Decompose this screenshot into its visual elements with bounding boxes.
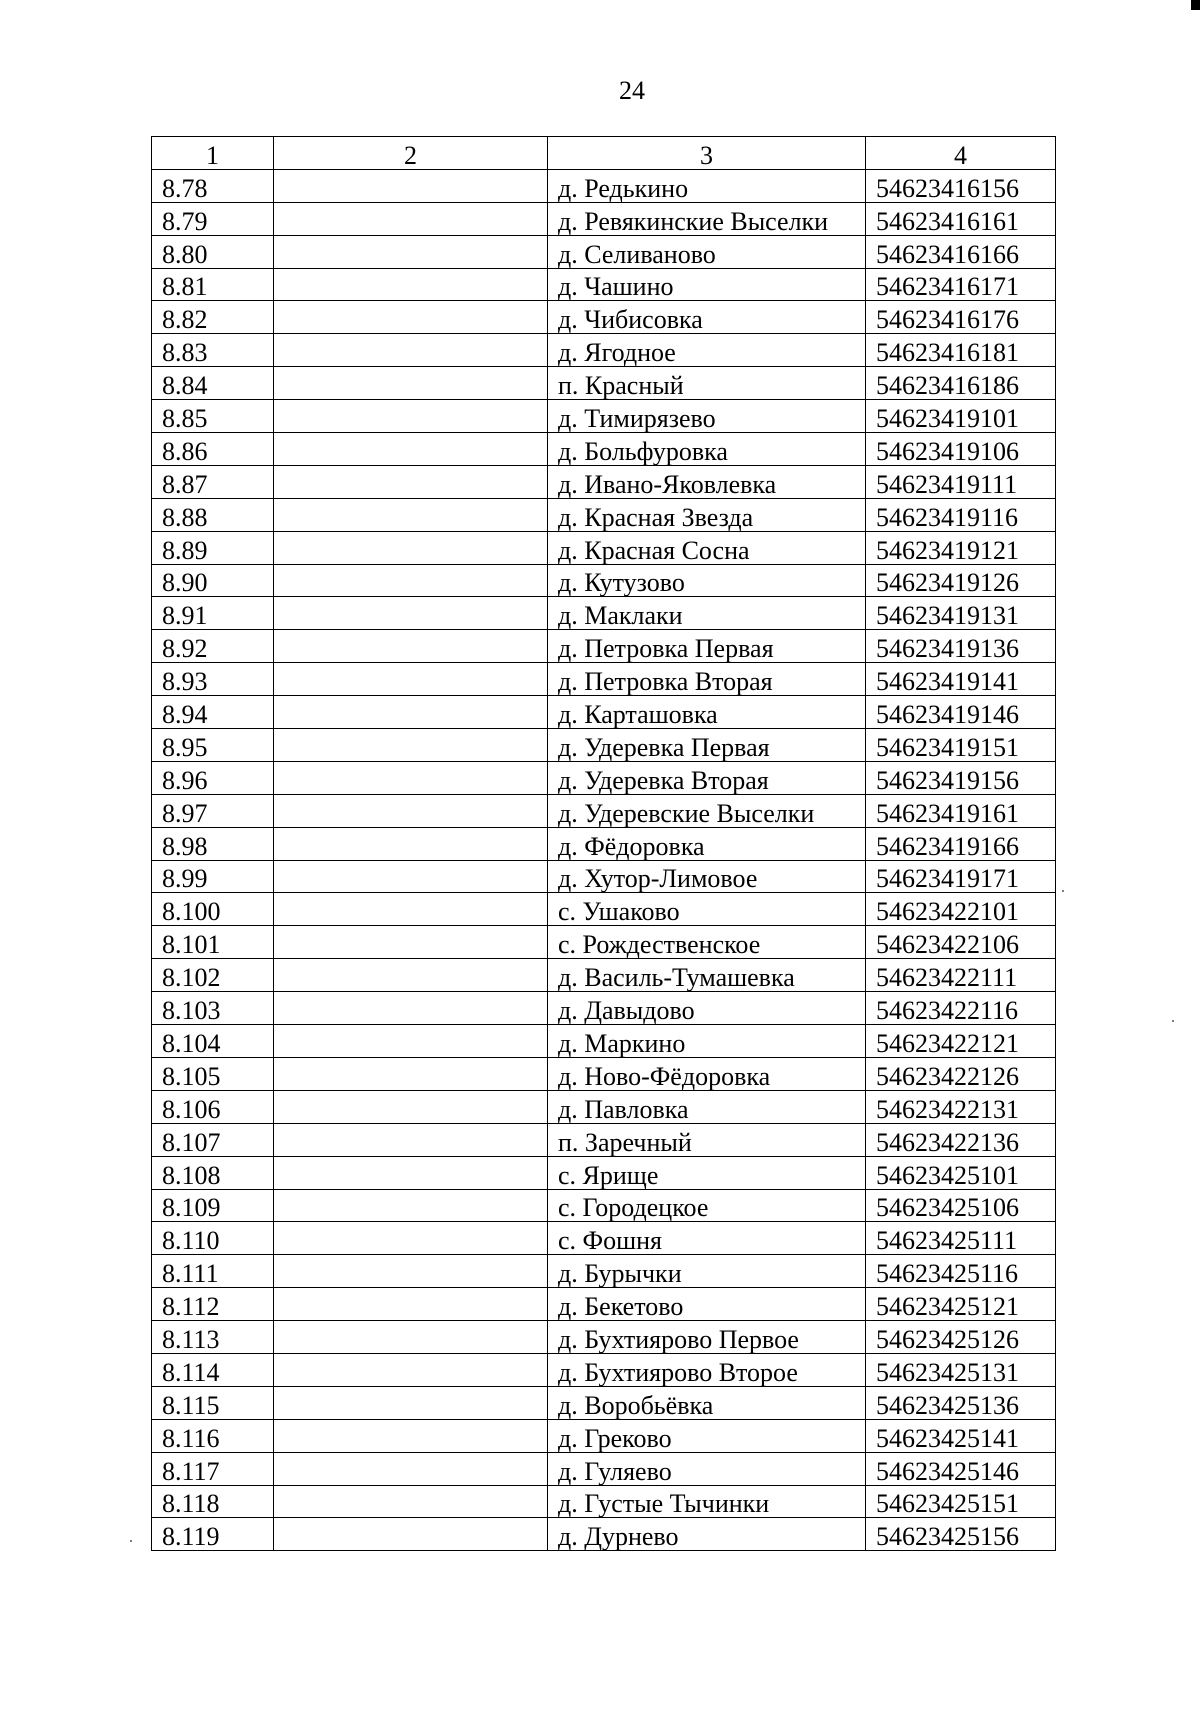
row-number-cell: 8.87 [152, 465, 274, 498]
oktmo-code-cell: 54623425131 [866, 1353, 1056, 1386]
settlement-name-cell: д. Гуляево [548, 1452, 866, 1485]
table-header-row [152, 137, 1056, 170]
row-number-cell: 8.81 [152, 268, 274, 301]
table-row [152, 169, 1056, 202]
settlement-name-cell: д. Ягодное [548, 334, 866, 367]
table-row [152, 400, 1056, 433]
table-row [152, 1123, 1056, 1156]
row-number-cell: 8.89 [152, 531, 274, 564]
oktmo-code-cell: 54623425126 [866, 1321, 1056, 1354]
oktmo-code-cell: 54623422101 [866, 893, 1056, 926]
row-number-cell: 8.91 [152, 597, 274, 630]
row-number-cell: 8.98 [152, 827, 274, 860]
settlement-name-cell: с. Фошня [548, 1222, 866, 1255]
row-number-cell: 8.113 [152, 1321, 274, 1354]
oktmo-code-cell: 54623419166 [866, 827, 1056, 860]
oktmo-code-cell: 54623422116 [866, 992, 1056, 1025]
empty-cell [274, 531, 548, 564]
table-row [152, 926, 1056, 959]
oktmo-code-cell: 54623419146 [866, 696, 1056, 729]
table-row [152, 1222, 1056, 1255]
scan-speck [1062, 890, 1064, 892]
table-row [152, 1189, 1056, 1222]
oktmo-code-cell: 54623419171 [866, 860, 1056, 893]
settlement-name-cell: д. Бурычки [548, 1255, 866, 1288]
scan-speck [130, 1540, 132, 1542]
empty-cell [274, 1321, 548, 1354]
row-number-cell: 8.110 [152, 1222, 274, 1255]
settlement-name-cell: д. Ревякинские Выселки [548, 202, 866, 235]
settlement-name-cell: д. Петровка Первая [548, 630, 866, 663]
empty-cell [274, 1353, 548, 1386]
oktmo-code-cell: 54623419151 [866, 729, 1056, 762]
empty-cell [274, 1518, 548, 1551]
row-number-cell: 8.119 [152, 1518, 274, 1551]
empty-cell [274, 334, 548, 367]
empty-cell [274, 663, 548, 696]
empty-cell [274, 498, 548, 531]
table-row [152, 860, 1056, 893]
row-number-cell: 8.106 [152, 1090, 274, 1123]
settlement-name-cell: д. Больфуровка [548, 433, 866, 466]
column-header-4: 4 [866, 137, 1056, 170]
table-row [152, 334, 1056, 367]
empty-cell [274, 729, 548, 762]
page-number: 24 [619, 76, 645, 105]
oktmo-code-cell: 54623416161 [866, 202, 1056, 235]
oktmo-code-cell: 54623425141 [866, 1419, 1056, 1452]
row-number-cell: 8.90 [152, 564, 274, 597]
empty-cell [274, 893, 548, 926]
table-row [152, 630, 1056, 663]
row-number-cell: 8.103 [152, 992, 274, 1025]
scan-corner-mark [1191, 0, 1200, 10]
row-number-cell: 8.80 [152, 235, 274, 268]
empty-cell [274, 367, 548, 400]
empty-cell [274, 926, 548, 959]
row-number-cell: 8.116 [152, 1419, 274, 1452]
table-row [152, 794, 1056, 827]
empty-cell [274, 1255, 548, 1288]
table-row [152, 268, 1056, 301]
empty-cell [274, 860, 548, 893]
settlement-name-cell: д. Бекетово [548, 1288, 866, 1321]
row-number-cell: 8.108 [152, 1156, 274, 1189]
empty-cell [274, 400, 548, 433]
oktmo-code-cell: 54623419131 [866, 597, 1056, 630]
settlement-name-cell: д. Хутор-Лимовое [548, 860, 866, 893]
table-row [152, 1025, 1056, 1058]
empty-cell [274, 202, 548, 235]
oktmo-code-cell: 54623416171 [866, 268, 1056, 301]
settlements-table [151, 136, 1056, 1551]
settlement-name-cell: д. Густые Тычинки [548, 1485, 866, 1518]
row-number-cell: 8.101 [152, 926, 274, 959]
settlement-name-cell: д. Фёдоровка [548, 827, 866, 860]
settlement-name-cell: д. Павловка [548, 1090, 866, 1123]
table-row [152, 1485, 1056, 1518]
empty-cell [274, 1025, 548, 1058]
oktmo-code-cell: 54623422121 [866, 1025, 1056, 1058]
oktmo-code-cell: 54623419136 [866, 630, 1056, 663]
settlement-name-cell: д. Чибисовка [548, 301, 866, 334]
table-row [152, 1156, 1056, 1189]
settlement-name-cell: д. Воробьёвка [548, 1386, 866, 1419]
row-number-cell: 8.99 [152, 860, 274, 893]
empty-cell [274, 169, 548, 202]
empty-cell [274, 696, 548, 729]
row-number-cell: 8.78 [152, 169, 274, 202]
table-row [152, 1321, 1056, 1354]
settlement-name-cell: д. Селиваново [548, 235, 866, 268]
settlement-name-cell: д. Бухтиярово Второе [548, 1353, 866, 1386]
empty-cell [274, 959, 548, 992]
oktmo-code-cell: 54623422106 [866, 926, 1056, 959]
empty-cell [274, 1057, 548, 1090]
row-number-cell: 8.114 [152, 1353, 274, 1386]
settlement-name-cell: д. Карташовка [548, 696, 866, 729]
oktmo-code-cell: 54623425156 [866, 1518, 1056, 1551]
empty-cell [274, 1419, 548, 1452]
oktmo-code-cell: 54623416181 [866, 334, 1056, 367]
row-number-cell: 8.92 [152, 630, 274, 663]
empty-cell [274, 1288, 548, 1321]
table-row [152, 597, 1056, 630]
table-row [152, 202, 1056, 235]
oktmo-code-cell: 54623419161 [866, 794, 1056, 827]
settlement-name-cell: д. Василь-Тумашевка [548, 959, 866, 992]
empty-cell [274, 235, 548, 268]
settlement-name-cell: с. Ярище [548, 1156, 866, 1189]
oktmo-code-cell: 54623425151 [866, 1485, 1056, 1518]
empty-cell [274, 1485, 548, 1518]
column-header-3: 3 [548, 137, 866, 170]
oktmo-code-cell: 54623422131 [866, 1090, 1056, 1123]
row-number-cell: 8.84 [152, 367, 274, 400]
oktmo-code-cell: 54623425101 [866, 1156, 1056, 1189]
oktmo-code-cell: 54623419111 [866, 465, 1056, 498]
column-header-1: 1 [152, 137, 274, 170]
table-row [152, 1090, 1056, 1123]
table-row [152, 827, 1056, 860]
oktmo-code-cell: 54623422126 [866, 1057, 1056, 1090]
row-number-cell: 8.85 [152, 400, 274, 433]
table-row [152, 301, 1056, 334]
table-row [152, 696, 1056, 729]
oktmo-code-cell: 54623416186 [866, 367, 1056, 400]
row-number-cell: 8.94 [152, 696, 274, 729]
table-row [152, 367, 1056, 400]
settlement-name-cell: д. Маклаки [548, 597, 866, 630]
empty-cell [274, 761, 548, 794]
empty-cell [274, 1090, 548, 1123]
oktmo-code-cell: 54623419106 [866, 433, 1056, 466]
table-row [152, 465, 1056, 498]
empty-cell [274, 1452, 548, 1485]
row-number-cell: 8.112 [152, 1288, 274, 1321]
table-row [152, 1288, 1056, 1321]
row-number-cell: 8.79 [152, 202, 274, 235]
oktmo-code-cell: 54623419116 [866, 498, 1056, 531]
oktmo-code-cell: 54623419121 [866, 531, 1056, 564]
oktmo-code-cell: 54623419126 [866, 564, 1056, 597]
row-number-cell: 8.104 [152, 1025, 274, 1058]
settlement-name-cell: д. Удеревка Вторая [548, 761, 866, 794]
oktmo-code-cell: 54623425116 [866, 1255, 1056, 1288]
empty-cell [274, 1222, 548, 1255]
oktmo-code-cell: 54623425146 [866, 1452, 1056, 1485]
table-row [152, 1419, 1056, 1452]
settlement-name-cell: с. Ушаково [548, 893, 866, 926]
oktmo-code-cell: 54623416156 [866, 169, 1056, 202]
table-row [152, 1452, 1056, 1485]
table-row [152, 663, 1056, 696]
table-row [152, 1057, 1056, 1090]
row-number-cell: 8.86 [152, 433, 274, 466]
oktmo-code-cell: 54623419141 [866, 663, 1056, 696]
row-number-cell: 8.109 [152, 1189, 274, 1222]
empty-cell [274, 630, 548, 663]
table-row [152, 1386, 1056, 1419]
table-row [152, 433, 1056, 466]
settlement-name-cell: д. Кутузово [548, 564, 866, 597]
settlement-name-cell: д. Удеревские Выселки [548, 794, 866, 827]
settlement-name-cell: д. Давыдово [548, 992, 866, 1025]
settlement-name-cell: д. Чашино [548, 268, 866, 301]
empty-cell [274, 1156, 548, 1189]
table-row [152, 564, 1056, 597]
row-number-cell: 8.82 [152, 301, 274, 334]
table-row [152, 992, 1056, 1025]
table-row [152, 761, 1056, 794]
empty-cell [274, 794, 548, 827]
settlement-name-cell: п. Заречный [548, 1123, 866, 1156]
oktmo-code-cell: 54623425136 [866, 1386, 1056, 1419]
settlement-name-cell: д. Удеревка Первая [548, 729, 866, 762]
row-number-cell: 8.118 [152, 1485, 274, 1518]
empty-cell [274, 1189, 548, 1222]
oktmo-code-cell: 54623419156 [866, 761, 1056, 794]
table-row [152, 531, 1056, 564]
column-header-2: 2 [274, 137, 548, 170]
row-number-cell: 8.105 [152, 1057, 274, 1090]
table-body [152, 169, 1056, 1550]
settlement-name-cell: с. Городецкое [548, 1189, 866, 1222]
settlement-name-cell: с. Рождественское [548, 926, 866, 959]
empty-cell [274, 827, 548, 860]
row-number-cell: 8.107 [152, 1123, 274, 1156]
oktmo-code-cell: 54623419101 [866, 400, 1056, 433]
settlement-name-cell: д. Редькино [548, 169, 866, 202]
table-row [152, 729, 1056, 762]
settlement-name-cell: д. Греково [548, 1419, 866, 1452]
row-number-cell: 8.115 [152, 1386, 274, 1419]
empty-cell [274, 1386, 548, 1419]
table-row [152, 1518, 1056, 1551]
settlement-name-cell: д. Маркино [548, 1025, 866, 1058]
row-number-cell: 8.83 [152, 334, 274, 367]
table-row [152, 959, 1056, 992]
row-number-cell: 8.117 [152, 1452, 274, 1485]
oktmo-code-cell: 54623425111 [866, 1222, 1056, 1255]
row-number-cell: 8.88 [152, 498, 274, 531]
table-row [152, 1255, 1056, 1288]
settlement-name-cell: д. Красная Звезда [548, 498, 866, 531]
settlement-name-cell: д. Дурнево [548, 1518, 866, 1551]
row-number-cell: 8.93 [152, 663, 274, 696]
row-number-cell: 8.102 [152, 959, 274, 992]
settlement-name-cell: д. Петровка Вторая [548, 663, 866, 696]
row-number-cell: 8.100 [152, 893, 274, 926]
settlement-name-cell: д. Ивано-Яковлевка [548, 465, 866, 498]
empty-cell [274, 597, 548, 630]
empty-cell [274, 564, 548, 597]
settlement-name-cell: п. Красный [548, 367, 866, 400]
settlement-name-cell: д. Тимирязево [548, 400, 866, 433]
oktmo-code-cell: 54623416166 [866, 235, 1056, 268]
row-number-cell: 8.96 [152, 761, 274, 794]
settlement-name-cell: д. Красная Сосна [548, 531, 866, 564]
oktmo-code-cell: 54623422111 [866, 959, 1056, 992]
table-row [152, 235, 1056, 268]
oktmo-code-cell: 54623425121 [866, 1288, 1056, 1321]
scan-speck [1172, 1020, 1174, 1022]
oktmo-code-cell: 54623422136 [866, 1123, 1056, 1156]
table-row [152, 893, 1056, 926]
settlement-name-cell: д. Ново-Фёдоровка [548, 1057, 866, 1090]
empty-cell [274, 268, 548, 301]
table-row [152, 498, 1056, 531]
empty-cell [274, 433, 548, 466]
empty-cell [274, 992, 548, 1025]
settlement-name-cell: д. Бухтиярово Первое [548, 1321, 866, 1354]
row-number-cell: 8.111 [152, 1255, 274, 1288]
oktmo-code-cell: 54623416176 [866, 301, 1056, 334]
oktmo-code-cell: 54623425106 [866, 1189, 1056, 1222]
empty-cell [274, 1123, 548, 1156]
table-row [152, 1353, 1056, 1386]
empty-cell [274, 301, 548, 334]
row-number-cell: 8.97 [152, 794, 274, 827]
row-number-cell: 8.95 [152, 729, 274, 762]
empty-cell [274, 465, 548, 498]
